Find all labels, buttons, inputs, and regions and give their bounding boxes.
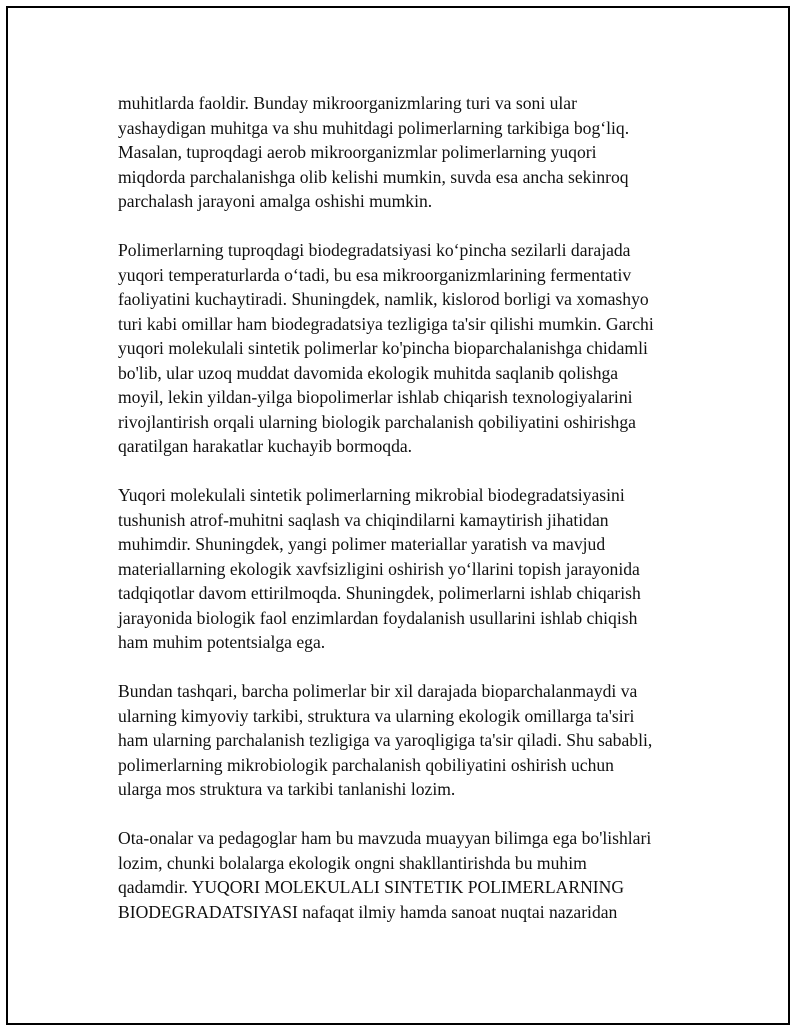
paragraph-soil-biodegradation: Polimerlarning tuproqdagi biodegradatsiyasi ko‘pincha sezilarli darajada yuqori temperaturlarda o‘tadi, bu esa mikroorganizmlarining fermentativ faoliyatini kuchaytiradi. Shuningdek, namlik, kislorod borligi va xomashyo turi kabi omillar ham biodegradatsiya tezligiga ta'sir qilishi mumkin. Garchi yuqori molekulali sintetik polimerlar ko'pincha bioparchalanishga chidamli bo'lib, ular uzoq muddat davomida ekologik muhitda saqlanib qolishga moyil, lekin yildan-yilga biopolimerlar ishlab chiqarish texnologiyalarini rivojlantirish orqali ularning biologik parchalanish qobiliyatini oshirishga qaratilgan harakatlar kuchayib bormoqda. [118, 240, 654, 456]
paragraph-microorganisms-environment: muhitlarda faoldir. Bunday mikroorganizmlaring turi va soni ular yashaydigan muhitga va shu muhitdagi polimerlarning tarkibiga bog‘liq. Masalan, tuproqdagi aerob mikroorganizmlar polimerlarning yuqori miqdorda parchalanishga olib kelishi mumkin, suvda esa ancha sekinroq parchalash jarayoni amalga oshishi mumkin. [118, 93, 630, 211]
document-body [118, 91, 698, 924]
paragraph-polymer-structure: Bundan tashqari, barcha polimerlar bir xil darajada bioparchalanmaydi va ularning kimyoviy tarkibi, struktura va ularning ekologik omillarga ta'siri ham ularning parchalanish tezligiga va yaroqligiga ta'sir qiladi. Shu sababli, polimerlarning mikrobiologik parchalanish qobiliyatini oshirish uchun ularga mos struktura va tarkibi tanlanishi lozim. [118, 681, 653, 799]
paragraph-parents-educators: Ota-onalar va pedagoglar ham bu mavzuda muayyan bilimga ega bo'lishlari lozim, chunki bolalarga ekologik ongni shakllantirishda bu muhim qadamdir. YUQORI MOLEKULALI SINTETIK POLIMERLARNING BIODEGRADATSIYASI nafaqat ilmiy hamda sanoat nuqtai nazaridan [118, 828, 652, 922]
paragraph-microbial-biodegradation: Yuqori molekulali sintetik polimerlarning mikrobial biodegradatsiyasini tushunish atrof-muhitni saqlash va chiqindilarni kamaytirish jihatidan muhimdir. Shuningdek, yangi polimer materiallar yaratish va mavjud materiallarning ekologik xavfsizligini oshirish yo‘llarini topish jarayonida tadqiqotlar davom ettirilmoqda. Shuningdek, polimerlarni ishlab chiqarish jarayonida biologik faol enzimlardan foydalanish usullarini ishlab chiqish ham muhim potentsialga ega. [118, 485, 641, 652]
